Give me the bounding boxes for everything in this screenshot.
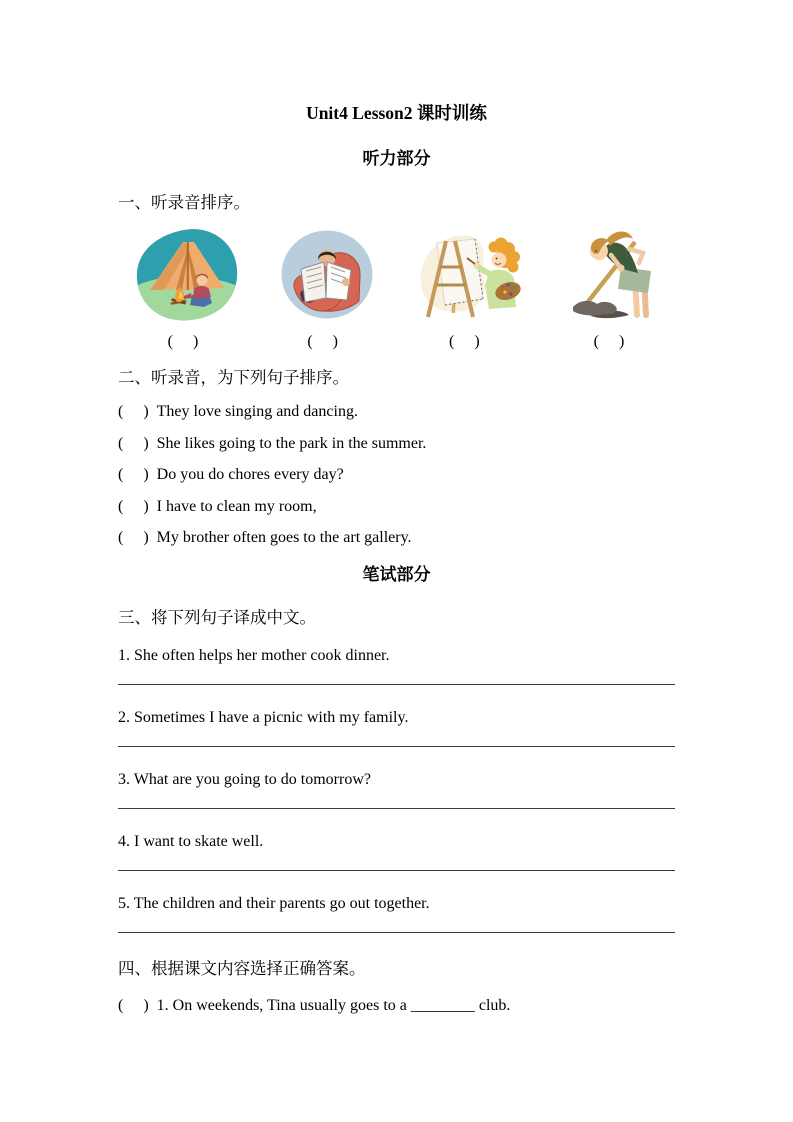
q2-item [118, 435, 675, 453]
camping-tent-illustration [134, 227, 240, 322]
q4-item [118, 996, 675, 1015]
q4-instruction: 四、根据课文内容选择正确答案。 [118, 959, 366, 978]
q2-item [118, 498, 675, 516]
q1-answer-blank-4[interactable]: ( ) [593, 333, 633, 350]
q3-item [118, 894, 675, 933]
q2-item [118, 466, 675, 484]
q2-sentence-3: Do you do chores every day? [156, 466, 344, 483]
q1-item-reading [280, 227, 374, 352]
q2-answer-blank-4[interactable]: ( ) [118, 497, 157, 515]
q2-list [118, 403, 675, 547]
q3-sentence-3: 3. What are you going to do tomorrow? [118, 771, 371, 788]
q2-instruction: 二、听录音，为下列句子排序。 [118, 368, 349, 387]
q3-sentence-1: 1. She often helps her mother cook dinner. [118, 647, 390, 664]
q2-answer-blank-1[interactable]: ( ) [118, 403, 157, 420]
q1-images-row [118, 227, 675, 352]
q3-instruction: 三、将下列句子译成中文。 [118, 608, 316, 627]
q2-answer-blank-5[interactable]: ( ) [118, 529, 157, 546]
q1-item-mopping [563, 227, 663, 352]
q4-question-1: 1. On weekends, Tina usually goes to a ________ club. [156, 997, 511, 1014]
q3-answer-line-2[interactable] [118, 727, 675, 747]
q3-item [118, 708, 675, 747]
q2-sentence-4: I have to clean my room, [156, 497, 317, 515]
listening-section-heading: 听力部分 [362, 149, 431, 168]
q2-item [118, 403, 675, 421]
q3-item [118, 646, 675, 685]
reading-newspaper-illustration [280, 227, 374, 322]
q1-answer-blank-1[interactable]: ( ) [167, 333, 207, 350]
q3-item [118, 832, 675, 871]
q1-answer-blank-2[interactable]: ( ) [307, 333, 346, 350]
q1-item-painting [413, 227, 523, 352]
q3-answer-line-5[interactable] [118, 913, 675, 933]
q2-item [118, 529, 675, 547]
q2-answer-blank-3[interactable]: ( ) [118, 466, 157, 483]
q1-instruction: 一、听录音排序。 [118, 193, 250, 212]
q3-sentence-2: 2. Sometimes I have a picnic with my family. [118, 709, 409, 726]
q3-list [118, 646, 675, 933]
q1-answer-blank-3[interactable]: ( ) [448, 333, 488, 350]
q2-answer-blank-2[interactable]: ( ) [118, 434, 157, 452]
q3-sentence-5: 5. The children and their parents go out together. [118, 895, 430, 912]
q3-sentence-4: 4. I want to skate well. [118, 833, 264, 850]
q2-sentence-5: My brother often goes to the art gallery. [156, 529, 412, 546]
painting-easel-illustration [413, 227, 523, 322]
written-section-heading: 笔试部分 [362, 565, 431, 584]
q3-answer-line-3[interactable] [118, 789, 675, 809]
page-title: Unit4 Lesson2 课时训练 [306, 103, 487, 123]
mopping-floor-illustration [563, 227, 663, 322]
q3-answer-line-4[interactable] [118, 851, 675, 871]
q1-item-camping [134, 227, 240, 352]
q4-answer-blank-1[interactable]: ( ) [118, 997, 157, 1014]
q2-sentence-2: She likes going to the park in the summer. [156, 434, 427, 452]
q3-answer-line-1[interactable] [118, 665, 675, 685]
q2-sentence-1: They love singing and dancing. [156, 403, 358, 420]
q3-item [118, 770, 675, 809]
